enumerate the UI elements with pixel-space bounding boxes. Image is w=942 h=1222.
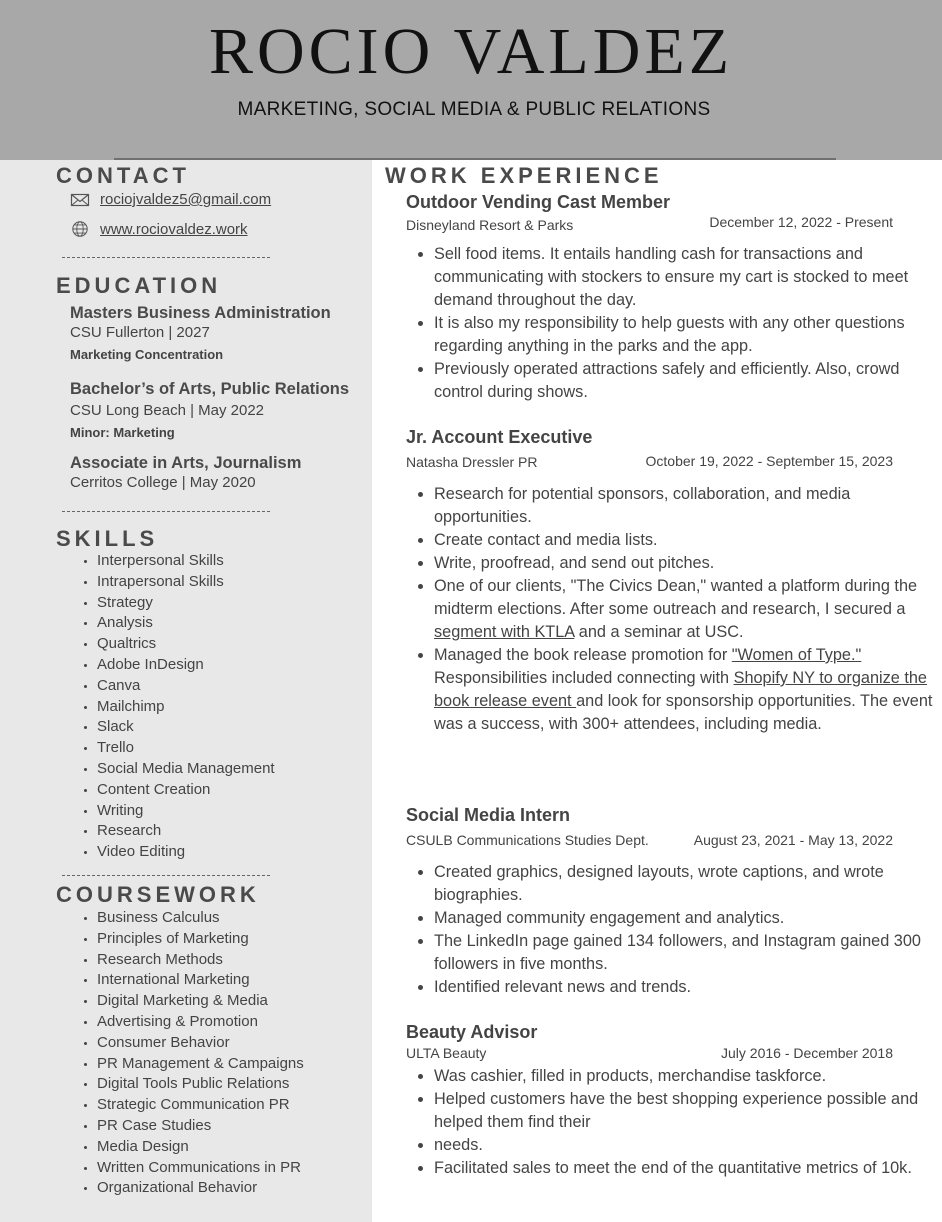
course-item: • Organizational Behavior [97, 1178, 304, 1199]
course-item: • Research Methods [97, 950, 304, 971]
job-title: Beauty Advisor [406, 1022, 538, 1042]
job-bullets [394, 243, 934, 404]
skill-item: • Slack [97, 717, 275, 738]
skill-item: • Mailchimp [97, 697, 275, 718]
resume-subtitle: MARKETING, SOCIAL MEDIA & PUBLIC RELATIONS [237, 99, 711, 120]
degree-note: Marketing Concentration [70, 347, 224, 362]
job-bullet [434, 644, 934, 736]
divider [62, 257, 270, 258]
website-link[interactable]: www.rociovaldez.work [100, 220, 248, 238]
skill-item: • Social Media Management [97, 759, 275, 780]
email-row[interactable] [70, 191, 271, 208]
bullet-text: One of our clients, "The Civics Dean," wanted a platform during the midterm elections. After some outreach and research, I secured a [434, 577, 918, 618]
course-item: • Advertising & Promotion [97, 1012, 304, 1033]
job-bullets [394, 483, 934, 736]
skill-item: • Trello [97, 738, 275, 759]
job-bullet: • Identified relevant news and trends. [434, 976, 934, 999]
job-bullet: • Facilitated sales to meet the end of the quantitative metrics of 10k. [434, 1157, 934, 1180]
bullet-text: and a seminar at USC. [574, 623, 744, 641]
bullet-text: and look for sponsorship opportunities. The event was a success, with 300+ attendees, including media. [434, 692, 933, 733]
women-of-type-link[interactable]: "Women of Type." [731, 646, 862, 664]
job-dates: December 12, 2022 - Present [709, 214, 893, 230]
course-item: • Digital Marketing & Media [97, 991, 304, 1012]
course-item: • Principles of Marketing [97, 929, 304, 950]
work-heading: WORK EXPERIENCE [385, 163, 663, 188]
skill-item: • Analysis [97, 613, 275, 634]
header-banner [0, 0, 942, 160]
job-dates: August 23, 2021 - May 13, 2022 [693, 832, 893, 848]
divider [62, 511, 270, 512]
job-bullet: • The LinkedIn page gained 134 followers, and Instagram gained 300 followers in five months. [434, 930, 934, 976]
job-bullet: • Sell food items. It entails handling cash for transactions and communicating with stockers to ensure my cart is stocked to meet demand throughout the day. [434, 243, 934, 312]
job-bullet [434, 575, 934, 644]
skill-item: • Interpersonal Skills [97, 551, 275, 572]
skill-item: • Strategy [97, 593, 275, 614]
envelope-icon [70, 192, 90, 208]
job-bullets [394, 861, 934, 999]
degree-school: CSU Long Beach | May 2022 [70, 402, 265, 419]
skills-heading: SKILLS [56, 526, 159, 551]
job-title: Social Media Intern [406, 805, 571, 825]
skill-item: • Adobe InDesign [97, 655, 275, 676]
job-title: Outdoor Vending Cast Member [406, 192, 671, 212]
resume-name: ROCIO VALDEZ [208, 15, 734, 88]
course-item: • PR Case Studies [97, 1116, 304, 1137]
skill-item: • Research [97, 821, 275, 842]
job-dates: October 19, 2022 - September 15, 2023 [645, 453, 893, 469]
course-item: • Media Design [97, 1137, 304, 1158]
course-item: • International Marketing [97, 970, 304, 991]
course-item: • Strategic Communication PR [97, 1095, 304, 1116]
bullet-text: Responsibilities included connecting with [434, 669, 734, 687]
skill-item: • Video Editing [97, 842, 275, 863]
skills-list [57, 551, 275, 863]
course-item: • Digital Tools Public Relations [97, 1074, 304, 1095]
job-bullet: • Managed community engagement and analytics. [434, 907, 934, 930]
shopify-event-link[interactable]: Shopify NY to organize the book release event [434, 669, 927, 710]
skill-item: • Content Creation [97, 780, 275, 801]
degree-school: CSU Fullerton | 2027 [70, 324, 210, 341]
degree-title: Bachelor’s of Arts, Public Relations [70, 380, 350, 398]
course-item: • PR Management & Campaigns [97, 1054, 304, 1075]
job-bullet: • Research for potential sponsors, collaboration, and media opportunities. [434, 483, 934, 529]
job-title: Jr. Account Executive [406, 427, 593, 447]
job-company: Natasha Dressler PR [406, 454, 538, 470]
bullet-text: Managed the book release promotion for [434, 646, 732, 664]
job-company: ULTA Beauty [406, 1045, 487, 1061]
skill-item: • Writing [97, 801, 275, 822]
degree-note: Minor: Marketing [70, 425, 175, 440]
job-bullet: • needs. [434, 1134, 934, 1157]
job-bullet: • Previously operated attractions safely and efficiently. Also, crowd control during shows. [434, 358, 934, 404]
job-dates: July 2016 - December 2018 [721, 1045, 893, 1061]
job-bullet: • Helped customers have the best shopping experience possible and helped them find their [434, 1088, 934, 1134]
degree-title: Associate in Arts, Journalism [70, 454, 302, 472]
website-row[interactable] [70, 220, 248, 238]
email-link[interactable]: rociojvaldez5@gmail.com [100, 191, 272, 208]
job-bullets [394, 1065, 934, 1180]
job-company: Disneyland Resort & Parks [406, 217, 574, 233]
skill-item: • Canva [97, 676, 275, 697]
education-heading: EDUCATION [56, 273, 222, 298]
globe-icon [70, 220, 90, 238]
degree-title: Masters Business Administration [70, 304, 331, 322]
job-bullet: • Created graphics, designed layouts, wrote captions, and wrote biographies. [434, 861, 934, 907]
divider [62, 875, 270, 876]
contact-heading: CONTACT [56, 163, 190, 188]
job-bullet: • Write, proofread, and send out pitches. [434, 552, 934, 575]
course-item: • Business Calculus [97, 908, 304, 929]
coursework-heading: COURSEWORK [56, 882, 260, 907]
skill-item: • Intrapersonal Skills [97, 572, 275, 593]
job-bullet: • Was cashier, filled in products, merchandise taskforce. [434, 1065, 934, 1088]
ktla-segment-link[interactable]: segment with KTLA [434, 623, 575, 641]
course-item: • Consumer Behavior [97, 1033, 304, 1054]
job-bullet: • Create contact and media lists. [434, 529, 934, 552]
course-item: • Written Communications in PR [97, 1158, 304, 1179]
job-company: CSULB Communications Studies Dept. [406, 832, 649, 848]
skill-item: • Qualtrics [97, 634, 275, 655]
coursework-list [57, 908, 304, 1199]
job-bullet: • It is also my responsibility to help guests with any other questions regarding anything in the parks and the app. [434, 312, 934, 358]
degree-school: Cerritos College | May 2020 [70, 474, 256, 491]
